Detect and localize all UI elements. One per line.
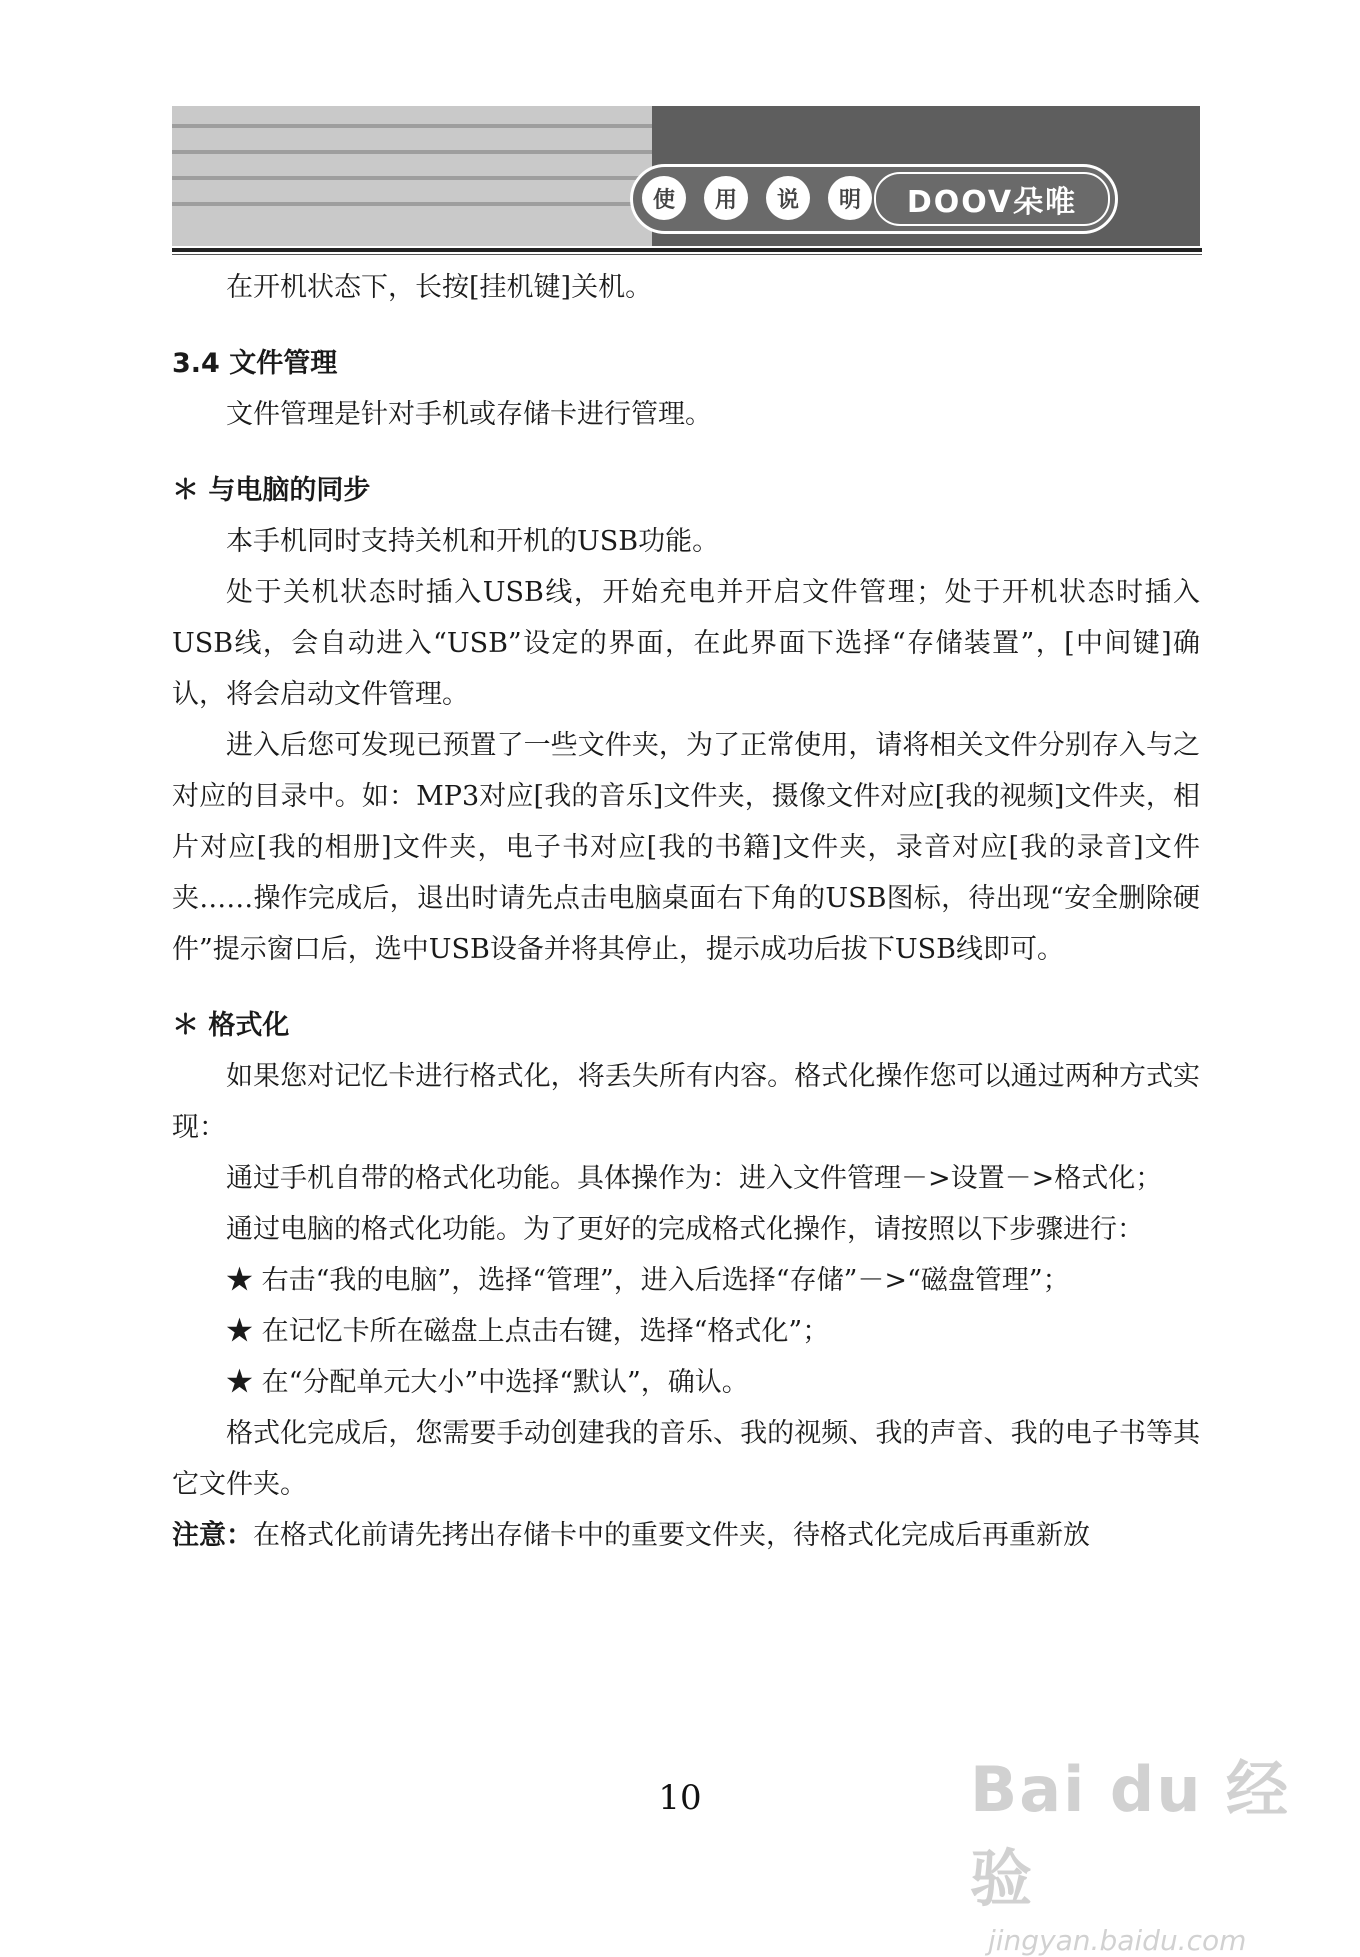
watermark: [970, 1740, 1340, 1957]
section-heading: 3.4 文件管理: [172, 348, 338, 379]
page-number: 10: [658, 1778, 702, 1818]
banner-stripe: [172, 124, 652, 128]
paragraph: 通过手机自带的格式化功能。具体操作为：进入文件管理－>设置－>格式化；: [226, 1163, 1163, 1194]
paragraph: ★ 在“分配单元大小”中选择“默认”，确认。: [226, 1367, 749, 1398]
paragraph: ★ 右击“我的电脑”，选择“管理”，进入后选择“存储”－>“磁盘管理”；: [226, 1265, 1070, 1296]
paragraph: 在开机状态下，长按[挂机键]关机。: [226, 272, 653, 303]
banner-stripe: [172, 176, 652, 180]
page-body: [172, 262, 1200, 1561]
title-char: 明: [828, 176, 872, 220]
watermark-url: jingyan.baidu.com: [988, 1924, 1247, 1957]
paragraph: 处于关机状态时插入USB线，开始充电并开启文件管理；处于开机状态时插入USB线，会自动进入“USB”设定的界面，在此界面下选择“存储装置”，[中间键]确认，将会启动文件管理。: [172, 577, 1200, 710]
note-text: 在格式化前请先拷出存储卡中的重要文件夹，待格式化完成后再重新放: [253, 1520, 1090, 1551]
title-char: 用: [704, 176, 748, 220]
banner-stripe: [172, 202, 652, 206]
section-heading: ＊ 格式化: [172, 1010, 290, 1041]
section-heading: ＊ 与电脑的同步: [172, 475, 371, 506]
header-rule-thin: [172, 254, 1202, 255]
paragraph: 本手机同时支持关机和开机的USB功能。: [226, 526, 720, 557]
banner-stripe: [172, 150, 652, 154]
header-banner: [172, 106, 1200, 246]
paragraph: 通过电脑的格式化功能。为了更好的完成格式化操作，请按照以下步骤进行：: [226, 1214, 1144, 1245]
paragraph: 如果您对记忆卡进行格式化，将丢失所有内容。格式化操作您可以通过两种方式实现：: [172, 1061, 1200, 1143]
section-gap: [172, 975, 1200, 1000]
paragraph: ★ 在记忆卡所在磁盘上点击右键，选择“格式化”；: [226, 1316, 830, 1347]
paragraph: 进入后您可发现已预置了一些文件夹，为了正常使用，请将相关文件分别存入与之对应的目录中。如：MP3对应[我的音乐]文件夹，摄像文件对应[我的视频]文件夹，相片对应[我的相册]文件夹，电子书对应[我的书籍]文件夹，录音对应[我的录音]文件夹……操作完成后，退出时请先点击电脑桌面右下角的USB图标，待出现“安全删除硬件”提示窗口后，选中USB设备并将其停止，提示成功后拔下USB线即可。: [172, 730, 1200, 965]
brand-logo: DOOV朵唯: [874, 172, 1110, 226]
header-rule: [172, 248, 1202, 252]
paragraph: 格式化完成后，您需要手动创建我的音乐、我的视频、我的声音、我的电子书等其它文件夹。: [172, 1418, 1200, 1500]
section-gap: [172, 313, 1200, 338]
title-char: 使: [642, 176, 686, 220]
watermark-logo: Bai du 经验: [970, 1753, 1291, 1915]
manual-title: [642, 176, 872, 220]
title-char: 说: [766, 176, 810, 220]
paragraph: 文件管理是针对手机或存储卡进行管理。: [226, 399, 712, 430]
section-gap: [172, 440, 1200, 465]
note-label: 注意：: [172, 1520, 253, 1551]
note-paragraph: [172, 1510, 1200, 1561]
